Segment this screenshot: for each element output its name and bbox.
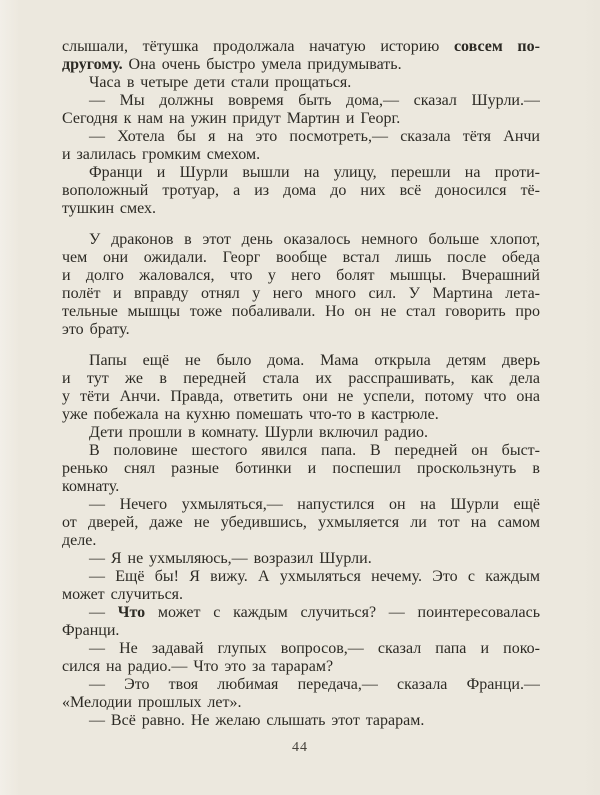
text-line: В половине шестого явился папа. В передней он быст- [89, 442, 540, 459]
text-line: Франци и Шурли вышли на улицу, перешли на проти- [89, 164, 540, 181]
text-line: — Не задавай глупых вопросов,— сказал папа и поко- [89, 640, 540, 657]
paragraph [62, 38, 540, 74]
text-line: воположный тротуар, а из дома до них всё доносился тё- [62, 182, 540, 199]
text-line: «Мелодии прошлых лет». [62, 694, 242, 711]
text-line: — Нечего ухмыляться,— напустился он на Шурли ещё [89, 496, 540, 513]
text-line: другому. Она очень быстро умела придумывать. [62, 56, 402, 73]
text-line: — Это твоя любимая передача,— сказала Франци.— [89, 676, 540, 693]
text-line: — Я не ухмыляюсь,— возразил Шурли. [89, 550, 372, 567]
text-line: тельные мышцы тоже побаливали. Но он не стал говорить про [62, 303, 540, 320]
text-line: — Мы должны вовремя быть дома,— сказал Шурли.— [89, 92, 540, 109]
text-line: тушкин смех. [62, 200, 157, 217]
paragraph [62, 231, 540, 339]
paragraph [62, 128, 540, 164]
text-line: — Что может с каждым случиться? — поинтересовалась [89, 604, 540, 621]
paragraph [62, 496, 540, 550]
text-line: Дети прошли в комнату. Шурли включил радио. [89, 424, 429, 441]
text-line: и залилась громким смехом. [62, 146, 261, 163]
paragraph [62, 164, 540, 218]
paragraph [62, 92, 540, 128]
paragraph [62, 352, 540, 424]
text-line: комнату. [62, 478, 120, 495]
paragraph [62, 676, 540, 712]
text-line: — Ещё бы! Я вижу. А ухмыляться нечему. Это с каждым [89, 568, 540, 585]
paragraph [62, 712, 540, 730]
text-block [62, 38, 540, 730]
text-line: деле. [62, 532, 97, 549]
text-line: полёт и вправду отнял у него много сил. У Мартина лета- [62, 285, 540, 302]
text-line: У драконов в этот день оказалось немного больше хлопот, [89, 231, 540, 248]
text-line: Франци. [62, 622, 120, 639]
text-line: от дверей, даже не убедившись, ухмыляется ли тот на самом [62, 514, 540, 531]
page-number: 44 [292, 740, 308, 755]
paragraph [62, 74, 540, 92]
paragraph [62, 640, 540, 676]
text-line: — Хотела бы я на это посмотреть,— сказала тётя Анчи [89, 128, 540, 145]
text-line: чем они ожидали. Георг вообще встал лишь после обеда [62, 249, 540, 266]
paragraph [62, 568, 540, 604]
text-line: — Всё равно. Не желаю слышать этот тарарам. [89, 712, 425, 729]
paragraph [62, 424, 540, 442]
paragraph [62, 604, 540, 640]
text-line: сился на радио.— Что это за тарарам? [62, 658, 334, 675]
text-line: и долго жаловался, что у него болят мышцы. Вчерашний [62, 267, 540, 284]
paragraph [62, 550, 540, 568]
text-line: Часа в четыре дети стали прощаться. [89, 74, 352, 91]
text-line: уже побежала на кухню помешать что-то в кастрюле. [62, 406, 439, 423]
text-line: у тёти Анчи. Правда, ответить они не успели, потому что она [62, 388, 540, 405]
text-line: Сегодня к нам на ужин придут Мартин и Георг. [62, 110, 401, 127]
text-line: и тут же в передней стала их расспрашивать, как дела [62, 370, 540, 387]
text-line: слышали, тётушка продолжала начатую историю совсем по- [62, 38, 540, 55]
text-line: ренько снял разные ботинки и поспешил проскользнуть в [62, 460, 540, 477]
paragraph [62, 442, 540, 496]
text-line: это брату. [62, 321, 130, 338]
text-line: может случиться. [62, 586, 184, 603]
text-line: Папы ещё не было дома. Мама открыла детям дверь [89, 352, 540, 369]
